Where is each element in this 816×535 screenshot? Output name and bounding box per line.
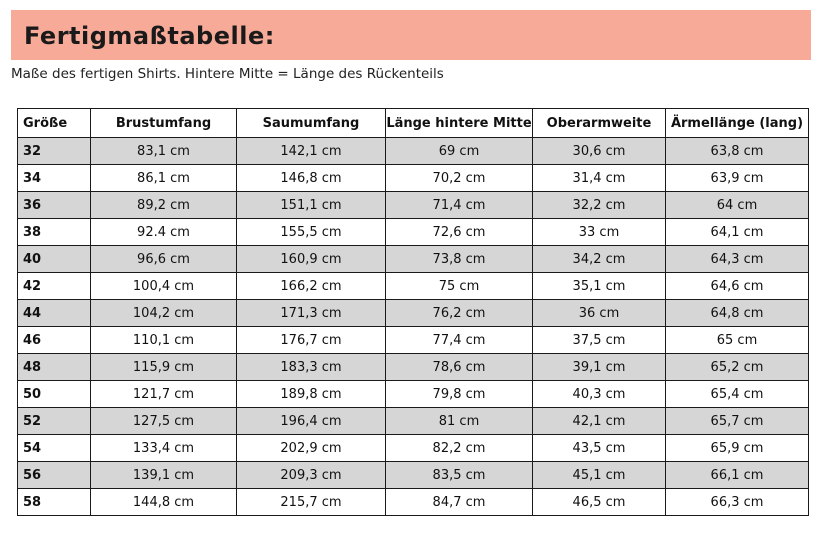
cell-sleeve-length: 65,2 cm bbox=[666, 354, 809, 381]
title-banner bbox=[11, 10, 811, 60]
table-row bbox=[18, 489, 809, 516]
cell-chest: 96,6 cm bbox=[91, 246, 237, 273]
cell-back-length: 71,4 cm bbox=[386, 192, 533, 219]
cell-chest: 115,9 cm bbox=[91, 354, 237, 381]
cell-back-length: 76,2 cm bbox=[386, 300, 533, 327]
cell-back-length: 72,6 cm bbox=[386, 219, 533, 246]
cell-hem: 202,9 cm bbox=[237, 435, 386, 462]
table-row bbox=[18, 246, 809, 273]
table-row bbox=[18, 408, 809, 435]
cell-upper-arm: 37,5 cm bbox=[533, 327, 666, 354]
cell-size: 48 bbox=[18, 354, 91, 381]
size-table bbox=[17, 108, 809, 516]
table-row bbox=[18, 381, 809, 408]
cell-back-length: 70,2 cm bbox=[386, 165, 533, 192]
cell-hem: 189,8 cm bbox=[237, 381, 386, 408]
subtitle: Maße des fertigen Shirts. Hintere Mitte = Länge des Rückenteils bbox=[11, 66, 444, 82]
table-row bbox=[18, 273, 809, 300]
column-header-back-length: Länge hintere Mitte bbox=[386, 109, 533, 138]
cell-back-length: 78,6 cm bbox=[386, 354, 533, 381]
table-header-row bbox=[18, 109, 809, 138]
cell-back-length: 81 cm bbox=[386, 408, 533, 435]
cell-back-length: 77,4 cm bbox=[386, 327, 533, 354]
cell-chest: 110,1 cm bbox=[91, 327, 237, 354]
cell-hem: 183,3 cm bbox=[237, 354, 386, 381]
cell-upper-arm: 43,5 cm bbox=[533, 435, 666, 462]
cell-sleeve-length: 64,3 cm bbox=[666, 246, 809, 273]
cell-size: 58 bbox=[18, 489, 91, 516]
cell-back-length: 83,5 cm bbox=[386, 462, 533, 489]
cell-upper-arm: 31,4 cm bbox=[533, 165, 666, 192]
cell-upper-arm: 32,2 cm bbox=[533, 192, 666, 219]
cell-hem: 171,3 cm bbox=[237, 300, 386, 327]
cell-upper-arm: 39,1 cm bbox=[533, 354, 666, 381]
cell-size: 54 bbox=[18, 435, 91, 462]
cell-chest: 144,8 cm bbox=[91, 489, 237, 516]
cell-size: 52 bbox=[18, 408, 91, 435]
cell-size: 46 bbox=[18, 327, 91, 354]
column-header-sleeve-length: Ärmellänge (lang) bbox=[666, 109, 809, 138]
table-row bbox=[18, 462, 809, 489]
cell-back-length: 73,8 cm bbox=[386, 246, 533, 273]
table-row bbox=[18, 192, 809, 219]
cell-hem: 176,7 cm bbox=[237, 327, 386, 354]
table-row bbox=[18, 219, 809, 246]
cell-size: 38 bbox=[18, 219, 91, 246]
cell-upper-arm: 35,1 cm bbox=[533, 273, 666, 300]
cell-hem: 166,2 cm bbox=[237, 273, 386, 300]
column-header-upper-arm: Oberarmweite bbox=[533, 109, 666, 138]
table-row bbox=[18, 327, 809, 354]
cell-sleeve-length: 64,1 cm bbox=[666, 219, 809, 246]
cell-chest: 121,7 cm bbox=[91, 381, 237, 408]
cell-hem: 209,3 cm bbox=[237, 462, 386, 489]
cell-sleeve-length: 63,8 cm bbox=[666, 138, 809, 165]
cell-chest: 100,4 cm bbox=[91, 273, 237, 300]
cell-chest: 86,1 cm bbox=[91, 165, 237, 192]
table-row bbox=[18, 138, 809, 165]
cell-chest: 92.4 cm bbox=[91, 219, 237, 246]
cell-sleeve-length: 64,8 cm bbox=[666, 300, 809, 327]
cell-upper-arm: 34,2 cm bbox=[533, 246, 666, 273]
column-header-size: Größe bbox=[18, 109, 91, 138]
cell-chest: 127,5 cm bbox=[91, 408, 237, 435]
cell-size: 32 bbox=[18, 138, 91, 165]
cell-upper-arm: 36 cm bbox=[533, 300, 666, 327]
cell-chest: 104,2 cm bbox=[91, 300, 237, 327]
cell-back-length: 75 cm bbox=[386, 273, 533, 300]
cell-back-length: 82,2 cm bbox=[386, 435, 533, 462]
cell-sleeve-length: 66,3 cm bbox=[666, 489, 809, 516]
cell-upper-arm: 30,6 cm bbox=[533, 138, 666, 165]
cell-sleeve-length: 65,4 cm bbox=[666, 381, 809, 408]
cell-size: 42 bbox=[18, 273, 91, 300]
page-title: Fertigmaßtabelle: bbox=[24, 22, 275, 50]
cell-sleeve-length: 64,6 cm bbox=[666, 273, 809, 300]
cell-hem: 160,9 cm bbox=[237, 246, 386, 273]
cell-hem: 151,1 cm bbox=[237, 192, 386, 219]
cell-sleeve-length: 65,9 cm bbox=[666, 435, 809, 462]
cell-hem: 196,4 cm bbox=[237, 408, 386, 435]
cell-upper-arm: 42,1 cm bbox=[533, 408, 666, 435]
cell-sleeve-length: 64 cm bbox=[666, 192, 809, 219]
table-row bbox=[18, 354, 809, 381]
cell-sleeve-length: 65,7 cm bbox=[666, 408, 809, 435]
cell-chest: 139,1 cm bbox=[91, 462, 237, 489]
cell-size: 56 bbox=[18, 462, 91, 489]
column-header-hem: Saumumfang bbox=[237, 109, 386, 138]
table-body bbox=[18, 138, 809, 516]
cell-sleeve-length: 63,9 cm bbox=[666, 165, 809, 192]
cell-hem: 146,8 cm bbox=[237, 165, 386, 192]
cell-size: 50 bbox=[18, 381, 91, 408]
table-row bbox=[18, 165, 809, 192]
table-row bbox=[18, 300, 809, 327]
cell-upper-arm: 40,3 cm bbox=[533, 381, 666, 408]
cell-upper-arm: 46,5 cm bbox=[533, 489, 666, 516]
cell-hem: 142,1 cm bbox=[237, 138, 386, 165]
cell-back-length: 79,8 cm bbox=[386, 381, 533, 408]
cell-back-length: 69 cm bbox=[386, 138, 533, 165]
cell-hem: 215,7 cm bbox=[237, 489, 386, 516]
table-row bbox=[18, 435, 809, 462]
cell-upper-arm: 33 cm bbox=[533, 219, 666, 246]
cell-upper-arm: 45,1 cm bbox=[533, 462, 666, 489]
cell-chest: 89,2 cm bbox=[91, 192, 237, 219]
cell-chest: 83,1 cm bbox=[91, 138, 237, 165]
cell-hem: 155,5 cm bbox=[237, 219, 386, 246]
cell-back-length: 84,7 cm bbox=[386, 489, 533, 516]
cell-sleeve-length: 66,1 cm bbox=[666, 462, 809, 489]
cell-sleeve-length: 65 cm bbox=[666, 327, 809, 354]
cell-chest: 133,4 cm bbox=[91, 435, 237, 462]
cell-size: 44 bbox=[18, 300, 91, 327]
cell-size: 40 bbox=[18, 246, 91, 273]
cell-size: 36 bbox=[18, 192, 91, 219]
column-header-chest: Brustumfang bbox=[91, 109, 237, 138]
cell-size: 34 bbox=[18, 165, 91, 192]
